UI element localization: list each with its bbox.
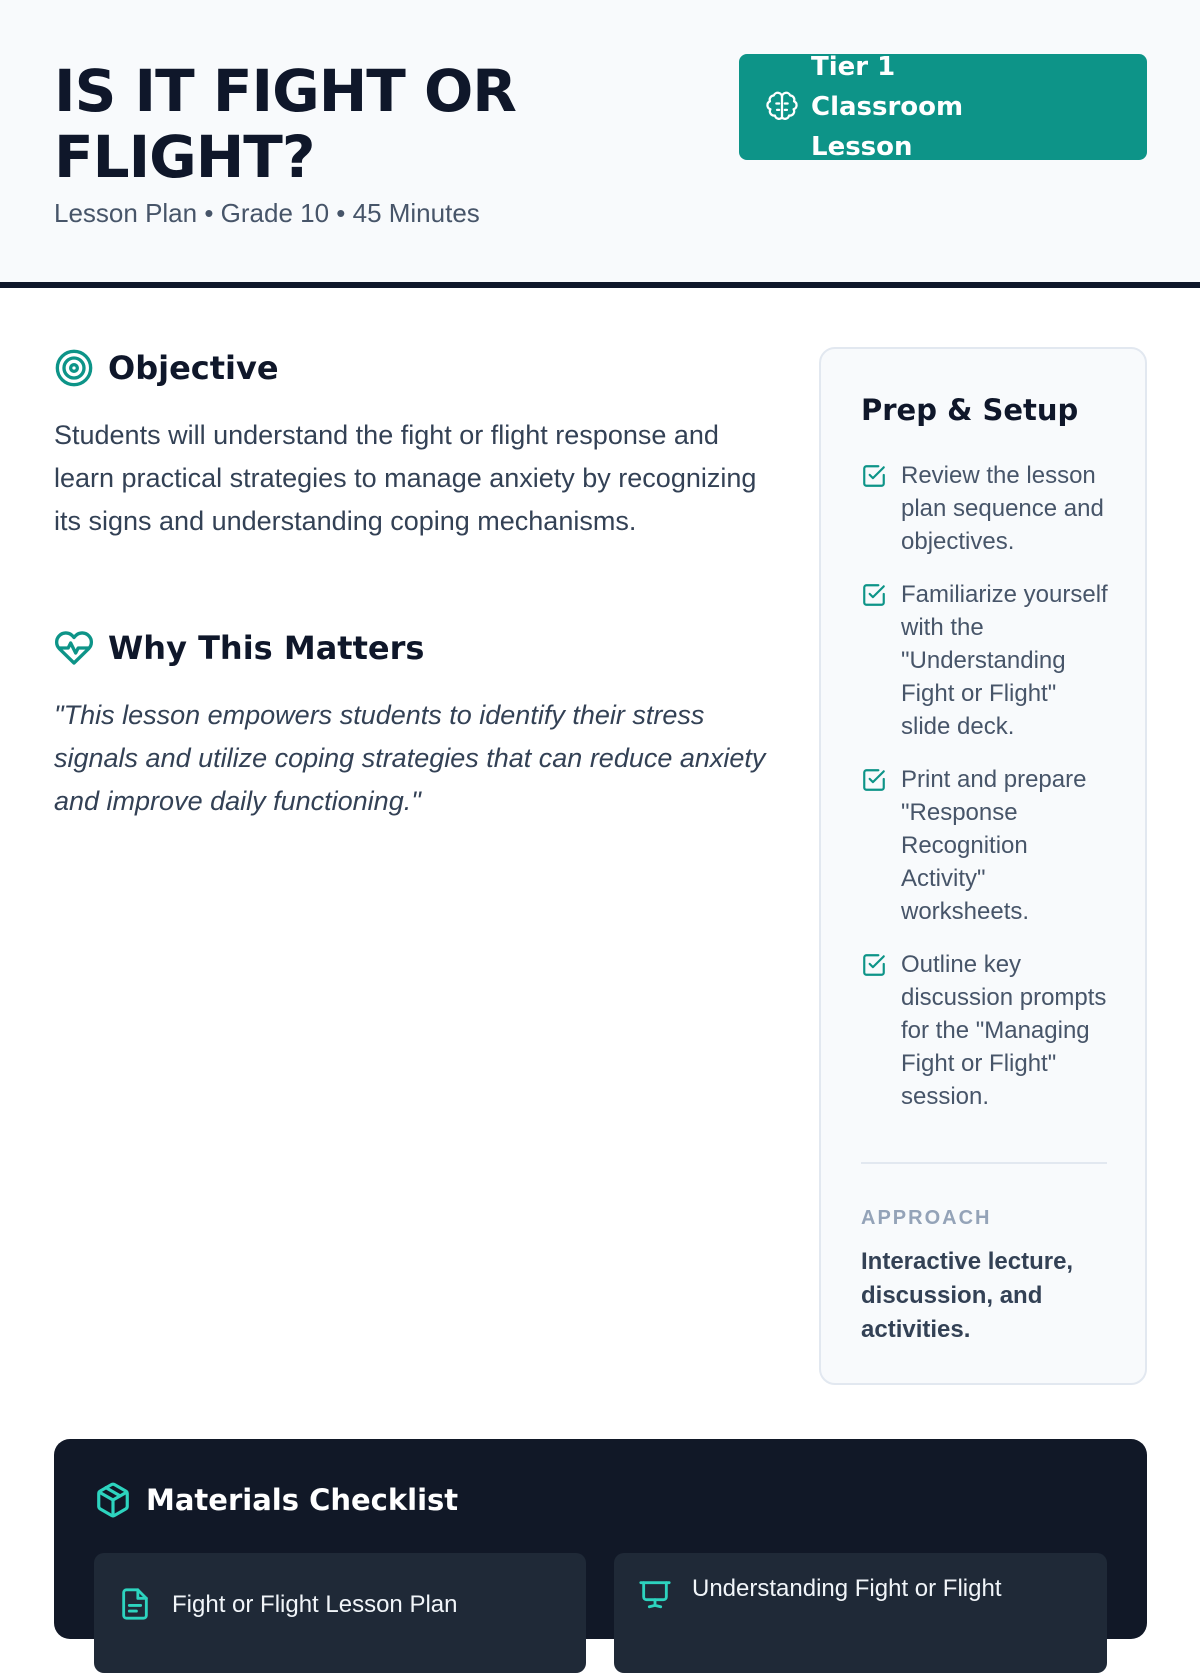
approach-text: Interactive lecture, discussion, and activities. — [861, 1248, 1074, 1343]
page-title: IS IT FIGHT OR FLIGHT? — [54, 57, 516, 191]
materials-title: Materials Checklist — [146, 1483, 459, 1517]
badge-label: Tier 1 Classroom Lesson — [811, 52, 964, 162]
prep-item-text: Review the lesson plan sequence and objectives. — [901, 462, 1104, 555]
material-label: Understanding Fight or Flight — [692, 1575, 1002, 1602]
material-item[interactable] — [94, 1553, 586, 1673]
tier-badge — [739, 54, 1147, 160]
presentation-icon — [638, 1577, 672, 1611]
why-quote: "This lesson empowers students to identify their stress signals and utilize coping strategies that can reduce anxiety and improve daily functioning." — [54, 700, 766, 816]
why-heading — [54, 628, 424, 668]
prep-item — [861, 578, 1111, 743]
prep-list — [861, 459, 1111, 1133]
objective-heading — [54, 348, 279, 388]
materials-checklist — [54, 1439, 1147, 1639]
target-icon — [54, 348, 94, 388]
objective-title: Objective — [108, 349, 279, 387]
checkbox-checked-icon — [861, 767, 887, 793]
heart-pulse-icon — [54, 628, 94, 668]
material-item[interactable] — [614, 1553, 1107, 1673]
approach-label: APPROACH — [861, 1207, 992, 1229]
material-label: Fight or Flight Lesson Plan — [172, 1591, 458, 1618]
prep-item — [861, 948, 1111, 1113]
checkbox-checked-icon — [861, 463, 887, 489]
checkbox-checked-icon — [861, 582, 887, 608]
why-title: Why This Matters — [108, 629, 425, 667]
prep-item-text: Outline key discussion prompts for the "Managing Fight or Flight" session. — [901, 951, 1107, 1110]
lesson-header — [0, 0, 1200, 288]
materials-heading — [94, 1481, 458, 1519]
prep-setup-card — [819, 347, 1147, 1385]
prep-title: Prep & Setup — [861, 393, 1079, 427]
prep-item-text: Print and prepare "Response Recognition Activity" worksheets. — [901, 766, 1087, 925]
prep-item — [861, 763, 1111, 928]
objective-text: Students will understand the fight or flight response and learn practical strategies to manage anxiety by recognizing its signs and understanding coping mechanisms. — [54, 420, 757, 536]
checkbox-checked-icon — [861, 952, 887, 978]
prep-item-text: Familiarize yourself with the "Understanding Fight or Flight" slide deck. — [901, 581, 1108, 740]
divider — [861, 1162, 1107, 1164]
document-icon — [118, 1587, 152, 1621]
box-icon — [94, 1481, 132, 1519]
prep-item — [861, 459, 1111, 558]
brain-icon — [765, 90, 799, 124]
lesson-meta: Lesson Plan • Grade 10 • 45 Minutes — [54, 198, 480, 228]
